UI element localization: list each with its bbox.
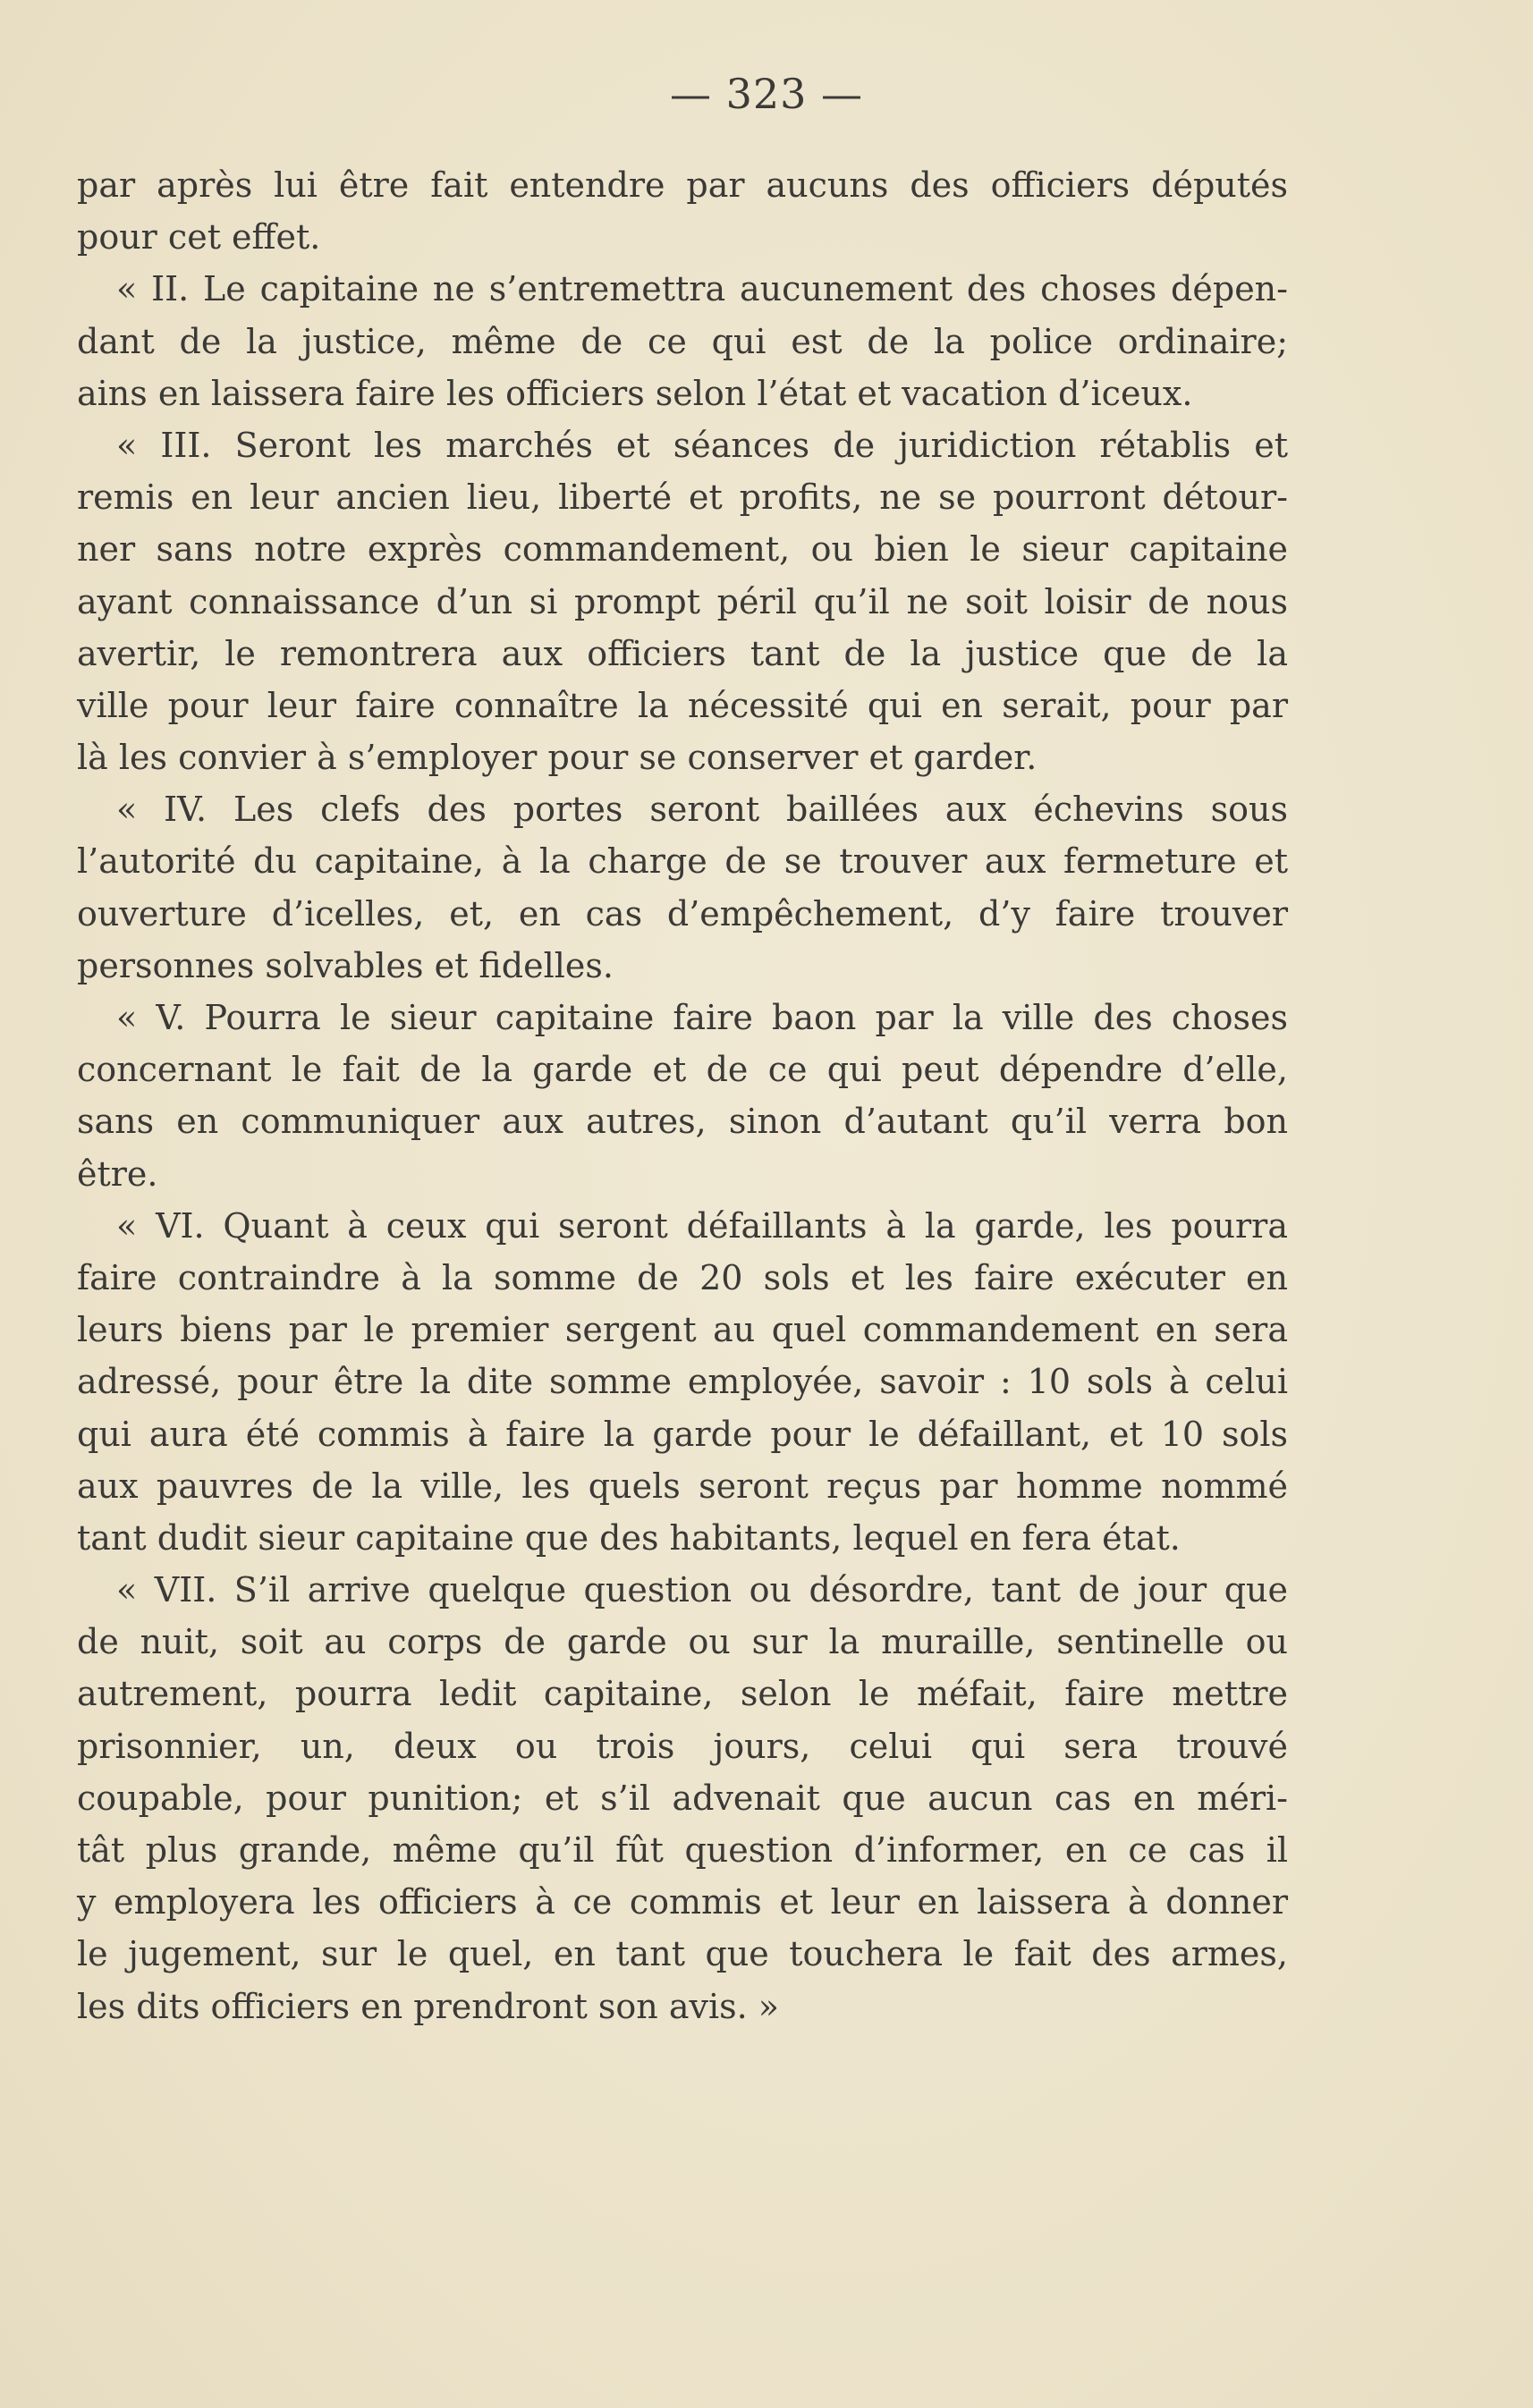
text-line: pour cet effet. [77, 217, 321, 258]
text-line: qui aura été commis à faire la garde pour le défaillant, et 10 sols [77, 1414, 1288, 1454]
text-line: ouverture d’icelles, et, en cas d’empêchement, d’y faire trouver [77, 893, 1288, 934]
text-line: « V. Pourra le sieur capitaine faire baon par la ville des choses [116, 998, 1288, 1037]
text-line: par après lui être fait entendre par aucuns des officiers députés [77, 165, 1288, 205]
text-line: de nuit, soit au corps de garde ou sur la muraille, sentinelle ou [77, 1622, 1288, 1662]
text-line: coupable, pour punition; et s’il advenait que aucun cas en méri- [77, 1778, 1288, 1818]
text-line: concernant le fait de la garde et de ce qui peut dépendre d’elle, [77, 1050, 1288, 1090]
text-line: ville pour leur faire connaître la nécessité qui en serait, pour par [77, 685, 1288, 725]
text-line: adressé, pour être la dite somme employée, savoir : 10 sols à celui [77, 1362, 1288, 1402]
text-line: sans en communiquer aux autres, sinon d’autant qu’il verra bon [77, 1102, 1288, 1142]
text-line: leurs biens par le premier sergent au quel commandement en sera [77, 1310, 1288, 1350]
text-line: ayant connaissance d’un si prompt péril qu’il ne soit loisir de nous [77, 581, 1288, 621]
text-line: tât plus grande, même qu’il fût question d’informer, en ce cas il [77, 1830, 1288, 1870]
text-line: « VI. Quant à ceux qui seront défaillants à la garde, les pourra [116, 1205, 1288, 1246]
text-line: le jugement, sur le quel, en tant que touchera le fait des armes, [77, 1934, 1288, 1974]
text-line: les dits officiers en prendront son avis. » [77, 1986, 780, 2026]
text-line: ains en laissera faire les officiers selon l’état et vacation d’iceux. [77, 373, 1193, 413]
text-line: tant dudit sieur capitaine que des habitants, lequel en fera état. [77, 1517, 1181, 1558]
text-line: « IV. Les clefs des portes seront baillées aux échevins sous [116, 790, 1288, 830]
text-line: y employera les officiers à ce commis et leur en laissera à donner [77, 1882, 1288, 1922]
text-line: prisonnier, un, deux ou trois jours, celui qui sera trouvé [77, 1726, 1288, 1766]
text-line: personnes solvables et fidelles. [77, 945, 614, 985]
text-line: être. [77, 1153, 158, 1194]
text-line: l’autorité du capitaine, à la charge de se trouver aux fermeture et [77, 841, 1288, 882]
text-line: « II. Le capitaine ne s’entremettra aucunement des choses dépen- [116, 269, 1288, 309]
text-line: là les convier à s’employer pour se conserver et garder. [77, 738, 1038, 778]
text-line: avertir, le remontrera aux officiers tant de la justice que de la [77, 633, 1288, 673]
text-line: remis en leur ancien lieu, liberté et profits, ne se pourront détour- [77, 477, 1288, 518]
text-line: faire contraindre à la somme de 20 sols et les faire exécuter en [77, 1257, 1288, 1297]
text-line: dant de la justice, même de ce qui est de la police ordinaire; [77, 321, 1288, 361]
text-line: « III. Seront les marchés et séances de juridiction rétablis et [116, 425, 1288, 465]
page-number: — 323 — [669, 70, 864, 118]
text-line: « VII. S’il arrive quelque question ou désordre, tant de jour que [116, 1570, 1288, 1610]
text-line: aux pauvres de la ville, les quels seront reçus par homme nommé [77, 1466, 1288, 1506]
body-text [77, 159, 1288, 2032]
text-line: autrement, pourra ledit capitaine, selon le méfait, faire mettre [77, 1674, 1288, 1714]
text-line: ner sans notre exprès commandement, ou bien le sieur capitaine [77, 529, 1288, 570]
